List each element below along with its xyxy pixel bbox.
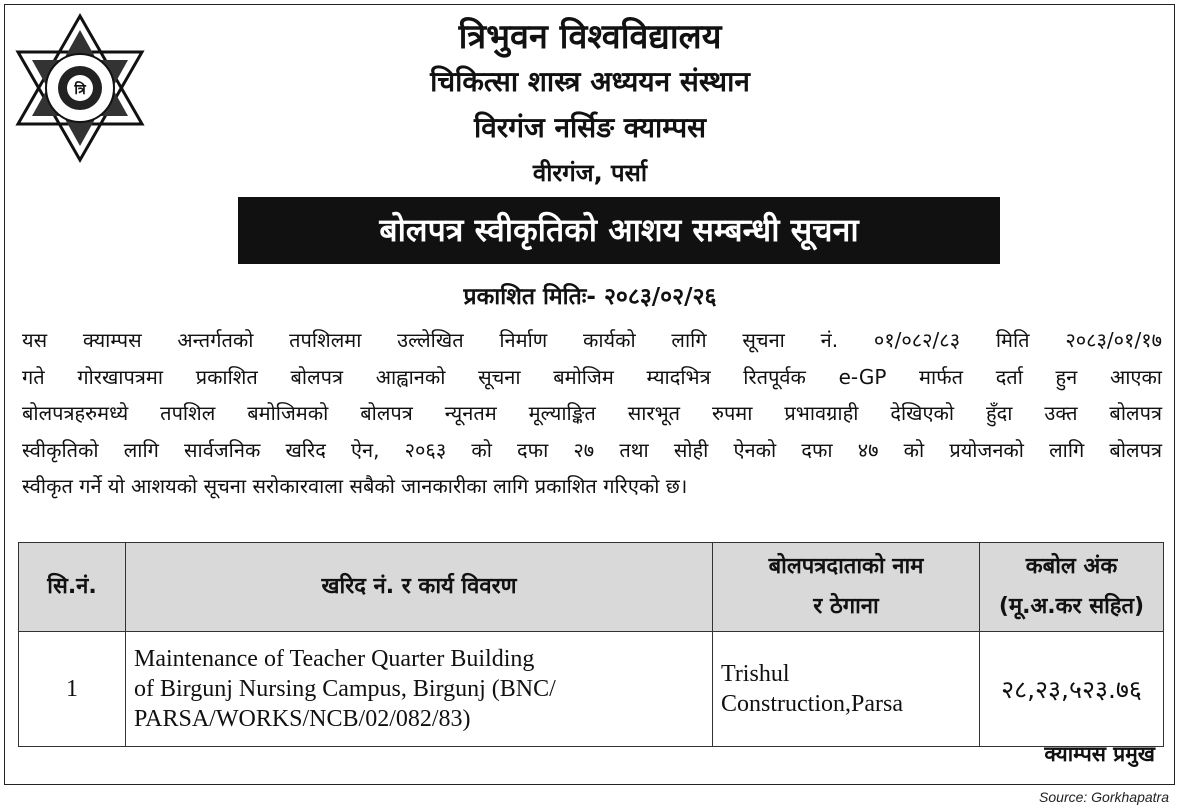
row-description-line: PARSA/WORKS/NCB/02/082/83): [134, 706, 471, 732]
header-bidder-line: बोलपत्रदाताको नाम: [768, 554, 924, 579]
header-bidder: [713, 543, 980, 632]
row-amount: २८,२३,५२३.७६: [980, 632, 1164, 747]
notice-body-line: गते गोरखापत्रमा प्रकाशित बोलपत्र आह्वानको सूचना बमोजिम म्यादभित्र रितपूर्वक e-GP मार्फत दर्ता हुन आएका: [22, 364, 1162, 389]
notice-body: [22, 322, 1162, 505]
table-row: [19, 632, 1164, 747]
notice-title: बोलपत्र स्वीकृतिको आशय सम्बन्धी सूचना: [238, 197, 1000, 264]
svg-text:त्रि: त्रि: [74, 82, 86, 98]
row-bidder: [713, 632, 980, 747]
header-amount-line: (मू.अ.कर सहित): [998, 594, 1145, 619]
row-description-line: of Birgunj Nursing Campus, Birgunj (BNC/: [134, 676, 556, 702]
header-bidder-line: र ठेगाना: [813, 594, 879, 619]
campus-location: वीरगंज, पर्सा: [532, 159, 648, 187]
notice-body-line: स्वीकृत गर्ने यो आशयको सूचना सरोकारवाला सबैको जानकारीका लागि प्रकाशित गरिएको छ।: [22, 474, 688, 498]
header-description: खरिद नं. र कार्य विवरण: [126, 543, 713, 632]
notice-body-line: बोलपत्रहरुमध्ये तपशिल बमोजिमको बोलपत्र न्यूनतम मूल्याङ्कित सारभूत रुपमा प्रभावग्राही देखिएको हुँदा उक्त बोलपत्र: [22, 401, 1162, 425]
row-description: [126, 632, 713, 747]
campus-name: विरगंज नर्सिङ क्याम्पस: [473, 111, 707, 144]
published-date: प्रकाशित मितिः- २०८३/०२/२६: [463, 284, 717, 310]
row-bidder-line: Construction,Parsa: [721, 691, 903, 717]
header-amount-line: कबोल अंक: [1025, 554, 1118, 579]
row-bidder-line: Trishul: [721, 661, 790, 687]
university-logo-icon: [14, 12, 146, 164]
header-sn: सि.नं.: [19, 543, 126, 632]
university-name: त्रिभुवन विश्वविद्यालय: [458, 17, 722, 57]
row-sn: 1: [19, 632, 126, 747]
table-header-row: [19, 543, 1164, 632]
row-description-line: Maintenance of Teacher Quarter Building: [134, 646, 535, 672]
notice-body-line: स्वीकृतिको लागि सार्वजनिक खरिद ऐन, २०६३ को दफा २७ तथा सोही ऐनको दफा ४७ को प्रयोजनको लागि बोलपत्र: [22, 437, 1162, 462]
header-amount: [980, 543, 1164, 632]
institute-name: चिकित्सा शास्त्र अध्ययन संस्थान: [430, 65, 750, 98]
signatory: क्याम्पस प्रमुख: [1044, 742, 1155, 766]
notice-body-line: यस क्याम्पस अन्तर्गतको तपशिलमा उल्लेखित निर्माण कार्यको लागि सूचना नं. ०१/०८२/८३ मिति २०८३/०१/१७: [22, 328, 1162, 352]
tender-table: [18, 542, 1164, 747]
source-credit: Source: Gorkhapatra: [1039, 789, 1169, 805]
